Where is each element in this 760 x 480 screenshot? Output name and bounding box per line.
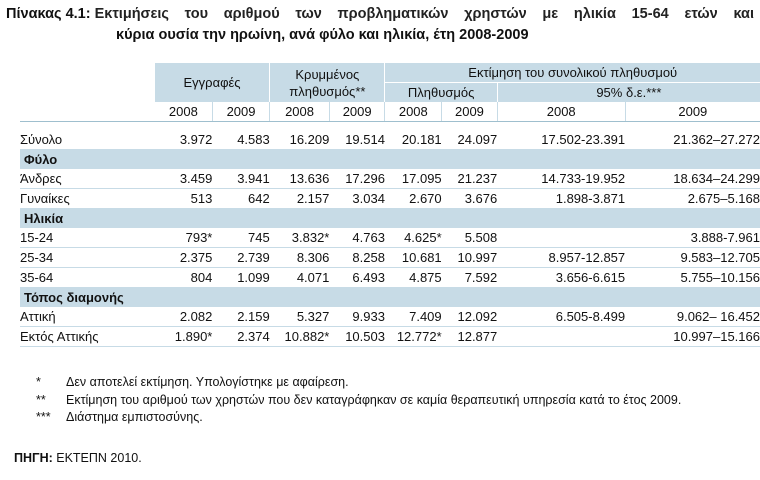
category-row (20, 209, 760, 229)
source-line (14, 451, 142, 465)
footnote (36, 392, 681, 410)
table-row (20, 327, 760, 347)
table-cell: 10.882* (270, 327, 330, 347)
table-cell: 8.957-12.857 (497, 248, 625, 268)
table-caption (6, 4, 754, 46)
source-label: ΠΗΓΗ: (14, 451, 53, 465)
table-cell: 2.375 (155, 248, 213, 268)
footnote-mark: * (36, 375, 41, 389)
table-cell: 9.062– 16.452 (625, 307, 760, 327)
table-cell: 2.374 (212, 327, 269, 347)
footnote-mark: *** (36, 410, 51, 424)
table-cell: 642 (212, 189, 269, 209)
row-label: Γυναίκες (20, 189, 155, 209)
table-cell: 5.508 (442, 228, 498, 248)
table-cell: 2.739 (212, 248, 269, 268)
table-cell: 8.306 (270, 248, 330, 268)
header-estimate: Εκτίμηση του συνολικού πληθυσμού (385, 63, 760, 83)
footnote-mark: ** (36, 392, 46, 407)
table-cell: 745 (212, 228, 269, 248)
category-row (20, 150, 760, 170)
table-cell: 10.503 (329, 327, 385, 347)
table-cell: 3.656-6.615 (497, 268, 625, 288)
row-label: 35-64 (20, 268, 155, 288)
year-cell: 2009 (212, 102, 269, 122)
table-cell: 3.676 (442, 189, 498, 209)
header-hidden-population (270, 63, 385, 102)
row-label: Σύνολο (20, 130, 155, 150)
source-text: ΕΚΤΕΠΝ 2010. (56, 451, 142, 465)
table-cell: 13.636 (270, 169, 330, 189)
table-cell: 4.763 (329, 228, 385, 248)
year-cell: 2009 (442, 102, 498, 122)
year-blank (20, 102, 155, 122)
year-row (20, 102, 760, 122)
table-cell: 12.877 (442, 327, 498, 347)
year-cell: 2009 (625, 102, 760, 122)
table-cell: 9.583–12.705 (625, 248, 760, 268)
table-cell: 3.832* (270, 228, 330, 248)
table-cell: 2.670 (385, 189, 442, 209)
table-cell: 4.625* (385, 228, 442, 248)
category-row (20, 288, 760, 308)
caption-line-1: Εκτιμήσεις του αριθμού των προβληματικών χρηστών με ηλικία 15-64 ετών και (94, 6, 754, 22)
table-number: Πίνακας 4.1: (6, 6, 91, 22)
table-cell: 1.890* (155, 327, 213, 347)
table-cell: 12.092 (442, 307, 498, 327)
table-cell: 793* (155, 228, 213, 248)
table-cell: 8.258 (329, 248, 385, 268)
row-label: Εκτός Αττικής (20, 327, 155, 347)
table-cell: 10.997–15.166 (625, 327, 760, 347)
table-cell: 17.095 (385, 169, 442, 189)
table-cell: 9.933 (329, 307, 385, 327)
year-cell: 2008 (270, 102, 330, 122)
table-cell: 16.209 (270, 130, 330, 150)
table-cell: 1.898-3.871 (497, 189, 625, 209)
table-cell: 1.099 (212, 268, 269, 288)
table-cell: 6.505-8.499 (497, 307, 625, 327)
header-confidence-interval: 95% δ.ε.*** (497, 83, 760, 103)
table-cell: 24.097 (442, 130, 498, 150)
table-cell: 3.034 (329, 189, 385, 209)
table-cell: 7.409 (385, 307, 442, 327)
row-label: Άνδρες (20, 169, 155, 189)
table-cell: 5.327 (270, 307, 330, 327)
table-cell (497, 228, 625, 248)
table-cell: 21.362–27.272 (625, 130, 760, 150)
table-cell: 12.772* (385, 327, 442, 347)
table-row (20, 248, 760, 268)
table-cell: 2.082 (155, 307, 213, 327)
year-cell: 2008 (155, 102, 213, 122)
table-row (20, 169, 760, 189)
table-row (20, 228, 760, 248)
table-cell: 3.941 (212, 169, 269, 189)
table-cell: 513 (155, 189, 213, 209)
table-cell: 7.592 (442, 268, 498, 288)
table-cell (497, 327, 625, 347)
category-label: Ηλικία (20, 209, 760, 229)
footnote-text: Δεν αποτελεί εκτίμηση. Υπολογίστηκε με αφαίρεση. (66, 375, 349, 389)
table-cell: 2.159 (212, 307, 269, 327)
table-cell: 3.972 (155, 130, 213, 150)
table-cell: 5.755–10.156 (625, 268, 760, 288)
table-cell: 10.997 (442, 248, 498, 268)
footnote (36, 374, 681, 392)
year-cell: 2009 (329, 102, 385, 122)
caption-line-2: κύρια ουσία την ηρωίνη, ανά φύλο και ηλικία, έτη 2008-2009 (116, 27, 529, 43)
table-cell: 2.675–5.168 (625, 189, 760, 209)
header-hidden-population-text: Κρυμμένος πληθυσμός** (289, 66, 366, 99)
footnote-text: Διάστημα εμπιστοσύνης. (66, 410, 203, 424)
footnote-text: Εκτίμηση του αριθμού των χρηστών που δεν καταγράφηκαν σε καμία θεραπευτική υπηρεσία κατά το έτος 2009. (66, 392, 682, 407)
table-cell: 14.733-19.952 (497, 169, 625, 189)
table-cell: 4.583 (212, 130, 269, 150)
table-cell: 10.681 (385, 248, 442, 268)
table-cell: 4.071 (270, 268, 330, 288)
table-row (20, 307, 760, 327)
table-cell: 18.634–24.299 (625, 169, 760, 189)
year-cell: 2008 (497, 102, 625, 122)
table-cell: 2.157 (270, 189, 330, 209)
header-population: Πληθυσμός (385, 83, 497, 103)
header-registrations: Εγγραφές (155, 63, 270, 102)
table-cell: 4.875 (385, 268, 442, 288)
table-cell: 19.514 (329, 130, 385, 150)
footnotes (36, 374, 681, 427)
table-cell: 3.459 (155, 169, 213, 189)
table-cell: 20.181 (385, 130, 442, 150)
footnote (36, 409, 681, 427)
category-label: Τόπος διαμονής (20, 288, 760, 308)
table-cell: 21.237 (442, 169, 498, 189)
header-blank (20, 63, 155, 102)
category-label: Φύλο (20, 150, 760, 170)
table-cell: 17.502-23.391 (497, 130, 625, 150)
table-row (20, 189, 760, 209)
table-row (20, 130, 760, 150)
row-label: 25-34 (20, 248, 155, 268)
data-table (20, 63, 760, 347)
table-cell: 17.296 (329, 169, 385, 189)
table-cell: 804 (155, 268, 213, 288)
table-cell: 3.888-7.961 (625, 228, 760, 248)
row-label: Αττική (20, 307, 155, 327)
year-cell: 2008 (385, 102, 442, 122)
table-row (20, 268, 760, 288)
table-cell: 6.493 (329, 268, 385, 288)
row-label: 15-24 (20, 228, 155, 248)
table-body (20, 130, 760, 347)
